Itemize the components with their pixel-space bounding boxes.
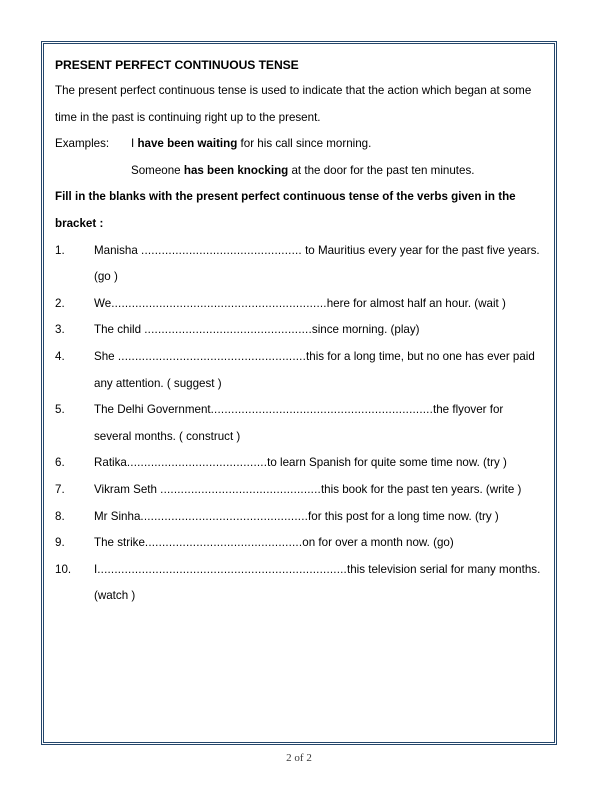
example-row <box>55 131 543 158</box>
question-item <box>55 291 543 318</box>
question-number: 6. <box>55 456 65 470</box>
question-lead-text: I <box>94 562 98 576</box>
question-tail-text: this television serial for many months. (watch ) <box>94 562 541 603</box>
question-lead-text: We <box>94 296 112 310</box>
example-row <box>55 158 543 185</box>
answer-blank[interactable]: ......................................................................... <box>97 562 347 576</box>
question-tail-text: here for almost half an hour. (wait ) <box>326 296 506 310</box>
examples-block <box>55 131 543 184</box>
page-indicator: 2 of 2 <box>286 752 312 764</box>
question-lead-text: Manisha <box>94 243 142 257</box>
question-lead-text: The child <box>94 323 145 337</box>
example-text-before: I <box>131 137 138 151</box>
example-sentence <box>131 158 543 185</box>
question-tail-text: on for over a month now. (go) <box>302 536 454 550</box>
question-item <box>55 397 543 450</box>
examples-label: Examples: <box>55 137 110 151</box>
question-text <box>94 238 543 291</box>
answer-blank[interactable]: ............................................................... <box>111 296 327 310</box>
answer-blank[interactable]: .............................................. <box>144 536 303 550</box>
answer-blank[interactable]: ............................................... <box>141 243 302 257</box>
question-tail-text: for this post for a long time now. (try ) <box>308 509 499 523</box>
question-number: 1. <box>55 243 65 257</box>
example-verb-phrase: has been knocking <box>183 163 289 177</box>
question-item <box>55 557 543 610</box>
question-text <box>94 504 543 531</box>
question-text <box>94 291 543 318</box>
example-text-after: at the door for the past ten minutes. <box>288 163 475 177</box>
question-text <box>94 557 543 610</box>
answer-blank[interactable]: ....................................................... <box>117 349 307 363</box>
question-number: 8. <box>55 509 65 523</box>
question-tail-text: this for a long time, but no one has ever paid any attention. ( suggest ) <box>94 349 535 390</box>
question-item <box>55 530 543 557</box>
question-number: 4. <box>55 349 65 363</box>
question-lead-text: Vikram Seth <box>94 482 161 496</box>
exercise-instruction: Fill in the blanks with the present perfect continuous tense of the verbs given in the bracket : <box>55 190 516 230</box>
question-text <box>94 317 543 344</box>
question-lead-text: The strike <box>94 536 145 550</box>
question-item <box>55 317 543 344</box>
answer-blank[interactable]: ......................................... <box>126 456 268 470</box>
question-list <box>55 238 543 610</box>
question-tail-text: the flyover for several months. ( construct ) <box>94 403 504 443</box>
worksheet-content <box>44 44 554 610</box>
question-number: 5. <box>55 403 65 417</box>
question-tail-text: to learn Spanish for quite some time now. (try ) <box>267 456 507 470</box>
page-title: PRESENT PERFECT CONTINUOUS TENSE <box>55 58 299 72</box>
example-text-after: for his call since morning. <box>237 137 372 151</box>
question-tail-text: to Mauritius every year for the past five years. (go ) <box>94 243 540 284</box>
answer-blank[interactable]: ................................................. <box>140 509 309 523</box>
answer-blank[interactable]: ................................................................. <box>210 403 434 417</box>
worksheet-page-frame <box>41 41 557 745</box>
question-number: 7. <box>55 482 65 496</box>
question-text <box>94 344 543 397</box>
question-tail-text: this book for the past ten years. (write ) <box>320 482 522 496</box>
question-number: 9. <box>55 536 65 550</box>
question-text <box>94 397 543 450</box>
question-text <box>94 450 543 477</box>
example-verb-phrase: have been waiting <box>137 137 238 151</box>
page-footer <box>41 752 557 764</box>
question-lead-text: She <box>94 349 118 363</box>
question-item <box>55 477 543 504</box>
answer-blank[interactable]: ............................................... <box>160 482 321 496</box>
intro-paragraph: The present perfect continuous tense is used to indicate that the action which began at some time in the past is continuing right up to the present. <box>55 84 532 124</box>
answer-blank[interactable]: ................................................. <box>144 323 312 337</box>
question-text <box>94 530 543 557</box>
question-item <box>55 238 543 291</box>
question-tail-text: since morning. (play) <box>311 323 420 337</box>
question-item <box>55 504 543 531</box>
question-number: 3. <box>55 323 65 337</box>
question-number: 10. <box>55 562 72 576</box>
question-item <box>55 450 543 477</box>
question-lead-text: Ratika <box>94 456 127 470</box>
example-sentence <box>131 131 543 158</box>
question-lead-text: Mr Sinha <box>94 509 141 523</box>
question-number: 2. <box>55 296 65 310</box>
question-lead-text: The Delhi Government <box>94 403 211 417</box>
question-item <box>55 344 543 397</box>
example-text-before: Someone <box>131 163 184 177</box>
question-text <box>94 477 543 504</box>
